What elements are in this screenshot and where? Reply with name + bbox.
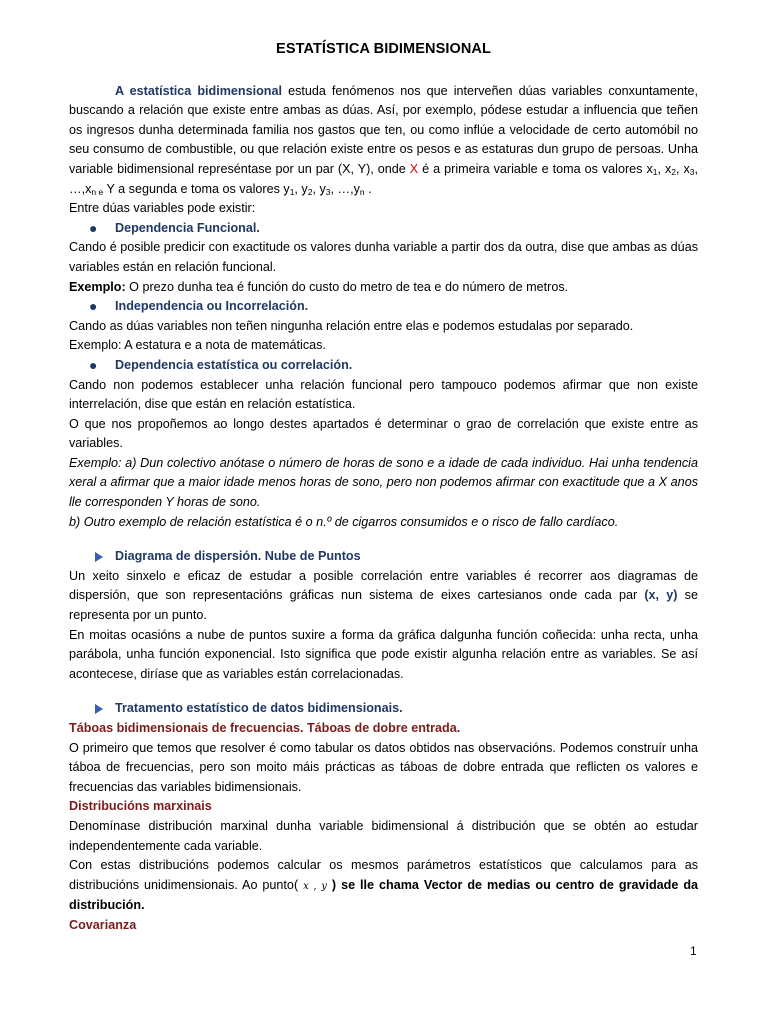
bullet-item-functional xyxy=(69,219,698,239)
section-heading-treatment xyxy=(69,699,698,719)
bullet-heading: Dependencia estatística ou correlación. xyxy=(115,357,353,372)
example-b-paragraph: b) Outro exemplo de relación estatística é o n.º de cigarros consumidos e o risco de fallo cardíaco. xyxy=(69,514,619,529)
bullet-item-independence xyxy=(69,297,698,317)
scatter-paragraph-2: En moitas ocasións a nube de puntos suxire a forma da gráfica dalgunha función coñecida: unha recta, unha parábola, unha función exponencial. Isto significa que pode existir algunha relación entre as variables. Se así acontecese, diríase que as variables están correlacionadas. xyxy=(69,627,698,681)
marginal-paragraph-2 xyxy=(69,856,698,916)
subscript: 3 xyxy=(325,186,331,197)
example-paragraph xyxy=(69,278,698,298)
mean-vector-text: se lle chama Vector de medias ou centro de gravidade da distribución. xyxy=(69,877,699,913)
subscript: 2 xyxy=(671,166,676,177)
intro-sep: , …,y xyxy=(330,181,360,196)
subscript: n e xyxy=(91,186,104,197)
bullet-paragraph: Cando non podemos establecer unha relación funcional pero tampouco podemos afirmar que non existe interrelación, dise que están en relación estatística. xyxy=(69,377,698,412)
page-number: 1 xyxy=(690,944,697,958)
example-label: Exemplo: xyxy=(69,279,126,294)
bullet-dot-icon: ● xyxy=(89,356,98,373)
bullet-paragraph: Cando as dúas variables non teñen ningunha relación entre elas e podemos estudalas por separado. xyxy=(69,318,634,333)
subheading-covariance: Covarianza xyxy=(69,917,137,932)
intro-sep: , …,x xyxy=(69,161,699,196)
intro-text-2: é a primeira variable e toma os valores x xyxy=(418,161,653,176)
paragraph-text: se representa por un punto. xyxy=(69,588,698,623)
bullet-paragraph: Cando é posible predicir con exactitude os valores dunha variable a partir dos da outra, dise que ambas as dúas variables están en relación funcional. xyxy=(69,240,698,274)
subscript: n xyxy=(359,186,365,197)
bullet-heading: Independencia ou Incorrelación. xyxy=(115,299,309,314)
intro-sep: , x xyxy=(657,161,672,176)
intro-end: . xyxy=(364,181,372,196)
mean-vector-formula: x , y xyxy=(303,880,327,892)
formula-paren: ( xyxy=(293,877,299,892)
bullet-dot-icon: ● xyxy=(89,219,98,236)
variable-x: X xyxy=(409,161,419,176)
example-text: O prezo dunha tea é función do custo do metro de tea e do número de metros. xyxy=(125,279,569,294)
bullet-dot-icon: ● xyxy=(89,298,98,315)
page-title: ESTATÍSTICA BIDIMENSIONAL xyxy=(276,41,491,57)
intro-sep: , y xyxy=(312,181,326,196)
arrow-right-icon xyxy=(95,704,103,714)
paragraph-text: Con estas distribucións podemos calcular os mesmos parámetros estatísticos que calculamos para as distribucións unidimensionais. Ao punto xyxy=(69,858,698,892)
subscript: 1 xyxy=(652,166,658,177)
intro-sep: , x xyxy=(676,161,690,176)
purpose-paragraph: O que nos propoñemos ao longo destes apartados é determinar o grao de correlación que existe entre as variables. xyxy=(69,416,698,451)
formula-paren: ) xyxy=(331,877,337,892)
lead-text: Entre dúas variables pode existir: xyxy=(69,201,256,216)
example-a-paragraph: Exemplo: a) Dun colectivo anótase o número de horas de sono e a idade de cada individuo. Hai unha tendencia xeral a afirmar que a maior idade menos horas de sono, pero non podemos afirmar con exactitude que a X anos lle corresponden Y horas de sono. xyxy=(69,455,698,510)
paragraph-text: Un xeito sinxelo e eficaz de estudar a posible correlación entre variables é recorrer aos diagramas de dispersión, que son representacións gráficas nun sistema de eixes cartesianos onde cada par xyxy=(69,568,698,603)
intro-text-1: estuda fenómenos nos que interveñen dúas variables conxuntamente, buscando a relación que existe entre ambas as dúas. Así, por exemplo, pódese estudar a influencia que teñen os ingresos dunha determinada familia nos gastos que ten, ou como inflúe a velocidade de certo automóbil no seu consumo de combustible, ou que relación existe entre os pesos e as estaturas dun grupo de persoas. Unha variable bidimensional represéntase por un par (X, Y), onde xyxy=(69,83,698,176)
marginal-paragraph-1: Denomínase distribución marxinal dunha variable bidimensional á distribución que se obtén ao estudar independentemente cada variable. xyxy=(69,818,698,853)
intro-paragraph xyxy=(69,82,698,200)
subscript: 3 xyxy=(689,166,695,177)
bullet-heading: Dependencia Funcional. xyxy=(115,220,260,235)
arrow-right-icon xyxy=(95,552,103,562)
bullet-item-correlation xyxy=(69,356,698,376)
section-heading-scatter xyxy=(69,547,698,567)
tables-paragraph: O primeiro que temos que resolver é como tabular os datos obtidos nas observacións. Podemos construír unha táboa de frecuencias, pero son moito máis prácticas as táboas de dobre entrada que reflicten os valores e frecuencias das variables bidimensionais. xyxy=(69,740,698,794)
section-title: Diagrama de dispersión. Nube de Puntos xyxy=(115,549,361,564)
pair-xy: (x, y) xyxy=(644,588,678,603)
intro-text-3: Y a segunda e toma os valores y xyxy=(103,181,290,196)
subscript: 2 xyxy=(307,186,313,197)
scatter-paragraph-1 xyxy=(69,567,698,626)
document-page xyxy=(69,40,698,936)
intro-term: A estatística bidimensional xyxy=(115,83,283,98)
section-title: Tratamento estatístico de datos bidimensionais. xyxy=(115,701,403,716)
intro-sep: , y xyxy=(294,181,308,196)
subheading-marginal: Distribucións marxinais xyxy=(69,799,212,814)
subscript: 1 xyxy=(289,186,295,197)
example-paragraph: Exemplo: A estatura e a nota de matemáticas. xyxy=(69,338,326,353)
subheading-tables: Táboas bidimensionais de frecuencias. Táboas de dobre entrada. xyxy=(69,721,461,735)
